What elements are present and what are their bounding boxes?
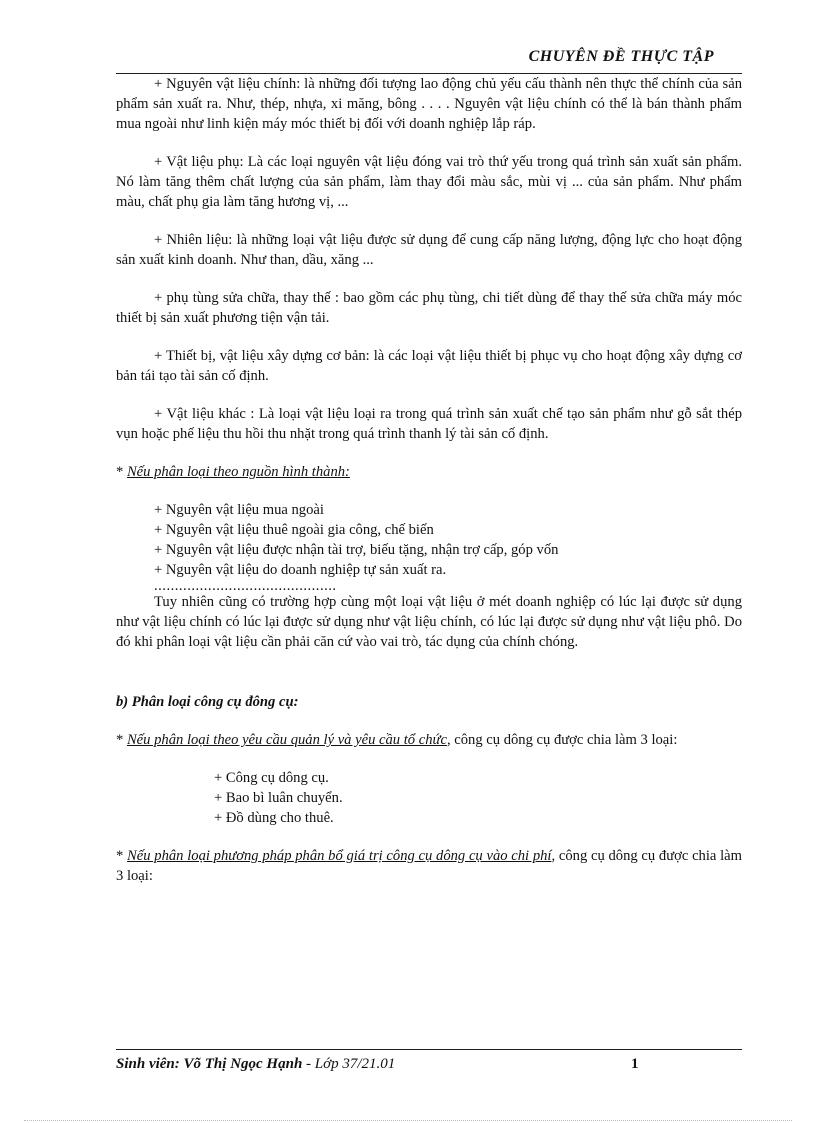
section-b-heading: b) Phân loại công cụ đông cụ: xyxy=(116,694,299,710)
list-item: + Nguyên vật liệu thuê ngoài gia công, chế biến xyxy=(154,522,434,538)
paragraph-note: Tuy nhiên cũng có trường hợp cùng một loại vật liệu ở mét doanh nghiệp có lúc lại được sử dụng như vật liệu chính có lúc lại được sử dụng như vật liệu chính, có lúc lại được sử dụng như vật liệu phô. Do đó khi phân loại vật liệu cần phải căn cứ vào vai trò, tác dụng của chính chóng. xyxy=(116,594,742,650)
list-item: + Nguyên vật liệu do doanh nghiệp tự sản xuất ra. xyxy=(154,562,447,578)
footer-rule xyxy=(116,1049,742,1050)
student-name: Sinh viên: Võ Thị Ngọc Hạnh xyxy=(116,1056,303,1072)
paragraph-main-material: + Nguyên vật liệu chính: là những đối tượng lao động chủ yếu cấu thành nên thực thể chính của sản phẩm sản xuất ra. Như, thép, nhựa, xi măng, bông . . . . Nguyên vật liệu chính có thể là bán thành phẩm mua ngoài như linh kiện máy móc thiết bị đối với doanh nghiệp lắp ráp. xyxy=(116,76,742,132)
document-body xyxy=(116,74,742,886)
source-classification-heading: * Nếu phân loại theo nguồn hình thành: xyxy=(116,464,350,480)
list-item: + Nguyên vật liệu mua ngoài xyxy=(154,502,324,518)
tool-type-list xyxy=(116,768,742,828)
paragraph-spare-parts: + phụ tùng sửa chữa, thay thế : bao gồm các phụ tùng, chi tiết dùng để thay thế sửa chữa máy móc thiết bị sản xuất phương tiện vận tải. xyxy=(116,290,742,326)
dotted-leader: ............................................ xyxy=(154,578,337,594)
page-footer xyxy=(116,1056,742,1073)
paragraph-construction-equipment: + Thiết bị, vật liệu xây dựng cơ bản: là các loại vật liệu thiết bị phục vụ cho hoạt động xây dựng cơ bản tái tạo tài sản cố định. xyxy=(116,348,742,384)
allocation-classification-paragraph: * Nếu phân loại phương pháp phân bổ giá trị công cụ dông cụ vào chi phí, công cụ dông cụ được chia làm 3 loại: xyxy=(116,848,743,884)
paragraph-other-material: + Vật liệu khác : Là loại vật liệu loại ra trong quá trình sản xuất chế tạo sản phẩm như gỗ sắt thép vụn hoặc phế liệu thu hồi thu nhặt trong quá trình thanh lý tài sản cố định. xyxy=(116,406,742,442)
page-number: 1 xyxy=(631,1056,639,1072)
page-header-title: CHUYÊN ĐỀ THỰC TẬP xyxy=(528,48,714,65)
management-classification-paragraph: * Nếu phân loại theo yêu cầu quản lý và yêu cầu tổ chức, công cụ dông cụ được chia làm 3 loại: xyxy=(116,732,678,748)
list-item: + Công cụ dông cụ. xyxy=(214,770,329,786)
list-item: + Bao bì luân chuyển. xyxy=(214,790,343,806)
paragraph-fuel: + Nhiên liệu: là những loại vật liệu được sử dụng để cung cấp năng lượng, động lực cho hoạt động sản xuất kinh doanh. Như than, dầu, xăng ... xyxy=(116,232,742,268)
class-info: - Lớp 37/21.01 xyxy=(302,1056,396,1072)
page-edge xyxy=(24,1120,792,1121)
list-item: + Đồ dùng cho thuê. xyxy=(214,810,334,826)
paragraph-auxiliary-material: + Vật liệu phụ: Là các loại nguyên vật liệu đóng vai trò thứ yếu trong quá trình sản xuất sản phẩm. Nó làm tăng thêm chất lượng của sản phẩm, làm thay đổi màu sắc, mùi vị ... của sản phẩm. Như phẩm màu, chất phụ gia làm tăng hương vị, ... xyxy=(116,154,742,210)
source-list xyxy=(116,500,742,580)
list-item: + Nguyên vật liệu được nhận tài trợ, biếu tặng, nhận trợ cấp, góp vốn xyxy=(154,542,559,558)
